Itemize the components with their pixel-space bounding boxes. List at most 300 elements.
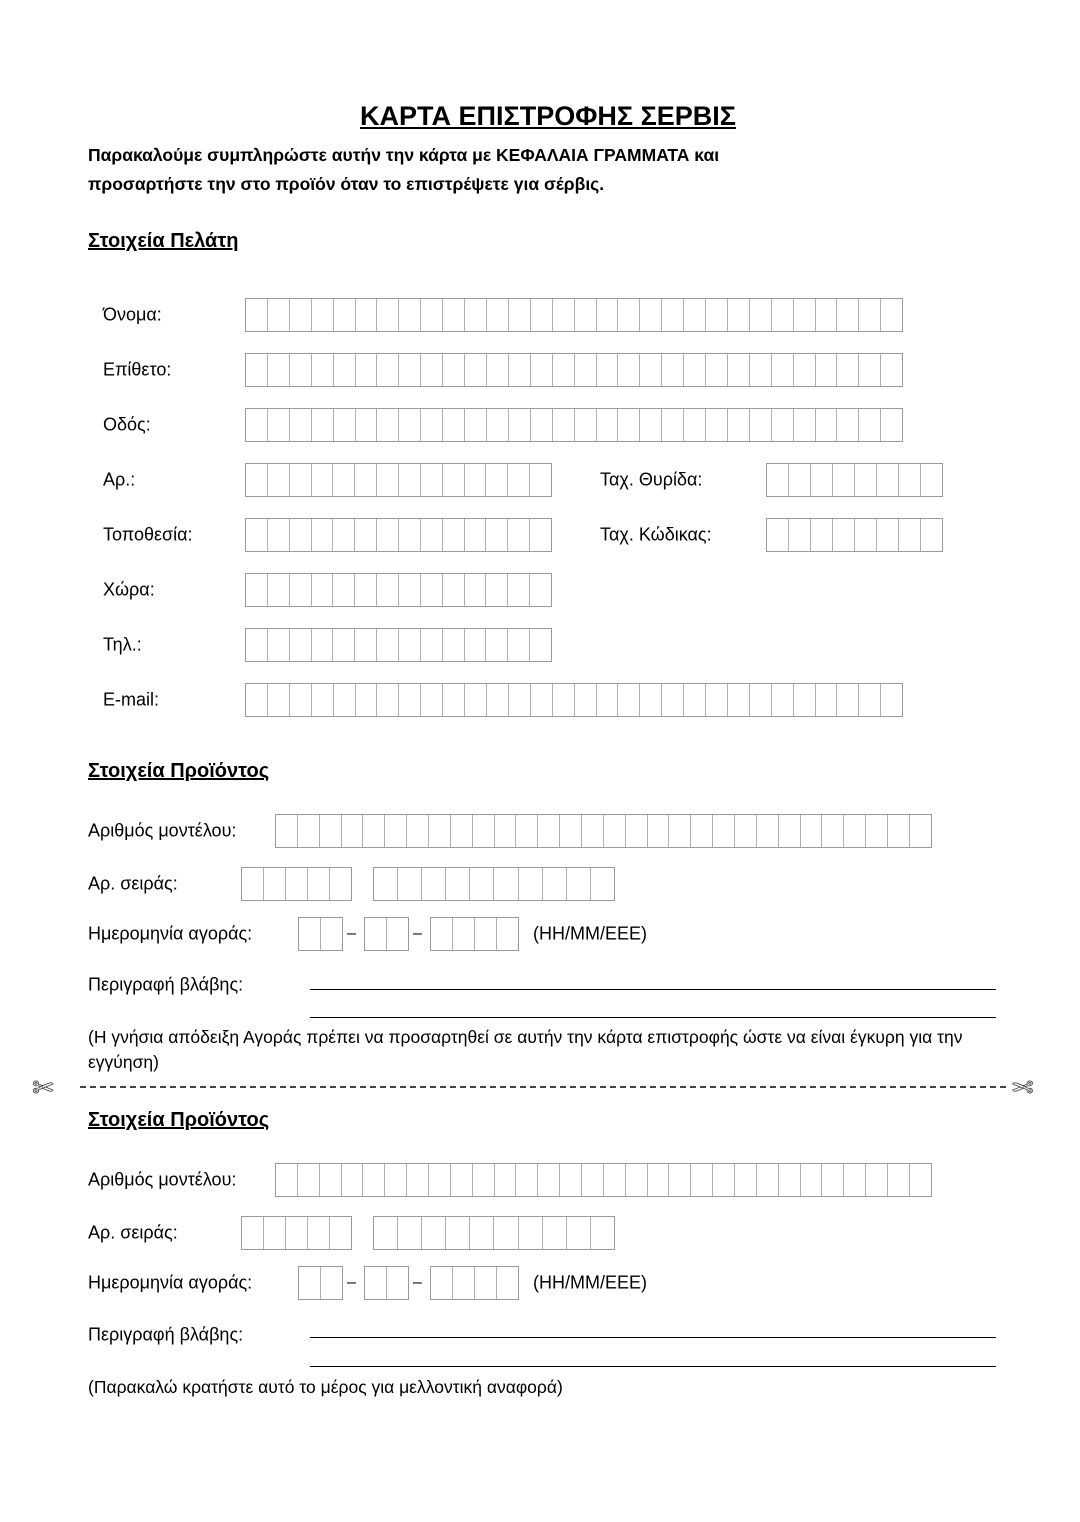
location-field[interactable] <box>245 518 552 552</box>
model-field[interactable] <box>275 814 932 848</box>
character-box[interactable] <box>497 918 518 950</box>
serial-field-part-1[interactable] <box>241 1216 352 1250</box>
character-box[interactable] <box>443 464 465 496</box>
character-box[interactable] <box>728 354 750 386</box>
character-box[interactable] <box>691 1164 713 1196</box>
character-box[interactable] <box>355 519 377 551</box>
character-box[interactable] <box>475 1267 497 1299</box>
character-box[interactable] <box>421 684 443 716</box>
character-box[interactable] <box>531 299 553 331</box>
character-box[interactable] <box>290 684 312 716</box>
fault-line-2[interactable] <box>310 1366 996 1367</box>
character-box[interactable] <box>298 815 320 847</box>
po-box-field[interactable] <box>766 463 943 497</box>
character-box[interactable] <box>246 409 268 441</box>
character-box[interactable] <box>486 629 508 661</box>
character-box[interactable] <box>816 354 838 386</box>
character-box[interactable] <box>276 815 298 847</box>
character-box[interactable] <box>794 409 816 441</box>
character-box[interactable] <box>691 815 713 847</box>
character-box[interactable] <box>333 574 355 606</box>
character-box[interactable] <box>706 299 728 331</box>
character-box[interactable] <box>779 1164 801 1196</box>
character-box[interactable] <box>497 1267 518 1299</box>
character-box[interactable] <box>794 684 816 716</box>
character-box[interactable] <box>833 519 855 551</box>
character-box[interactable] <box>321 918 342 950</box>
serial-field-part-1[interactable] <box>241 867 352 901</box>
character-box[interactable] <box>342 815 364 847</box>
character-box[interactable] <box>290 299 312 331</box>
character-box[interactable] <box>299 1267 321 1299</box>
character-box[interactable] <box>640 409 662 441</box>
character-box[interactable] <box>531 684 553 716</box>
character-box[interactable] <box>597 299 619 331</box>
character-box[interactable] <box>312 574 334 606</box>
character-box[interactable] <box>487 684 509 716</box>
character-box[interactable] <box>286 1217 308 1249</box>
character-box[interactable] <box>648 815 670 847</box>
purchase-month-field[interactable] <box>364 1266 409 1300</box>
purchase-day-field[interactable] <box>298 1266 343 1300</box>
character-box[interactable] <box>387 1267 408 1299</box>
character-box[interactable] <box>276 1164 298 1196</box>
character-box[interactable] <box>312 519 334 551</box>
character-box[interactable] <box>422 1217 446 1249</box>
character-box[interactable] <box>465 684 487 716</box>
character-box[interactable] <box>866 1164 888 1196</box>
character-box[interactable] <box>312 684 334 716</box>
character-box[interactable] <box>486 519 508 551</box>
fault-line-1[interactable] <box>310 1337 996 1338</box>
character-box[interactable] <box>757 1164 779 1196</box>
character-box[interactable] <box>508 574 530 606</box>
character-box[interactable] <box>421 299 443 331</box>
character-box[interactable] <box>443 629 465 661</box>
character-box[interactable] <box>246 574 268 606</box>
serial-field-part-2[interactable] <box>373 867 615 901</box>
character-box[interactable] <box>333 519 355 551</box>
character-box[interactable] <box>421 519 443 551</box>
character-box[interactable] <box>385 1164 407 1196</box>
model-field[interactable] <box>275 1163 932 1197</box>
character-box[interactable] <box>816 684 838 716</box>
character-box[interactable] <box>246 684 268 716</box>
character-box[interactable] <box>333 629 355 661</box>
character-box[interactable] <box>516 1164 538 1196</box>
character-box[interactable] <box>855 519 877 551</box>
character-box[interactable] <box>334 354 356 386</box>
character-box[interactable] <box>543 1217 567 1249</box>
character-box[interactable] <box>465 464 487 496</box>
character-box[interactable] <box>618 354 640 386</box>
character-box[interactable] <box>465 354 487 386</box>
character-box[interactable] <box>431 918 453 950</box>
character-box[interactable] <box>921 464 942 496</box>
character-box[interactable] <box>575 409 597 441</box>
character-box[interactable] <box>910 1164 931 1196</box>
serial-field-part-2[interactable] <box>373 1216 615 1250</box>
character-box[interactable] <box>453 918 475 950</box>
character-box[interactable] <box>290 464 312 496</box>
character-box[interactable] <box>465 299 487 331</box>
character-box[interactable] <box>921 519 942 551</box>
character-box[interactable] <box>794 299 816 331</box>
character-box[interactable] <box>268 409 290 441</box>
character-box[interactable] <box>365 1267 387 1299</box>
character-box[interactable] <box>486 464 508 496</box>
character-box[interactable] <box>312 629 334 661</box>
character-box[interactable] <box>465 409 487 441</box>
character-box[interactable] <box>308 1217 330 1249</box>
character-box[interactable] <box>333 464 355 496</box>
character-box[interactable] <box>772 684 794 716</box>
character-box[interactable] <box>779 815 801 847</box>
character-box[interactable] <box>377 574 399 606</box>
character-box[interactable] <box>374 868 398 900</box>
character-box[interactable] <box>453 1267 475 1299</box>
character-box[interactable] <box>421 354 443 386</box>
character-box[interactable] <box>881 684 902 716</box>
character-box[interactable] <box>750 684 772 716</box>
character-box[interactable] <box>553 299 575 331</box>
character-box[interactable] <box>684 409 706 441</box>
character-box[interactable] <box>582 815 604 847</box>
character-box[interactable] <box>246 464 268 496</box>
character-box[interactable] <box>772 299 794 331</box>
character-box[interactable] <box>398 1217 422 1249</box>
character-box[interactable] <box>516 815 538 847</box>
character-box[interactable] <box>268 629 290 661</box>
street-field[interactable] <box>245 408 903 442</box>
character-box[interactable] <box>308 868 330 900</box>
character-box[interactable] <box>465 519 487 551</box>
character-box[interactable] <box>286 868 308 900</box>
last-name-field[interactable] <box>245 353 903 387</box>
character-box[interactable] <box>399 464 421 496</box>
character-box[interactable] <box>582 1164 604 1196</box>
character-box[interactable] <box>290 574 312 606</box>
character-box[interactable] <box>530 519 551 551</box>
character-box[interactable] <box>399 409 421 441</box>
character-box[interactable] <box>591 1217 614 1249</box>
character-box[interactable] <box>669 1164 691 1196</box>
character-box[interactable] <box>487 299 509 331</box>
character-box[interactable] <box>321 1267 342 1299</box>
character-box[interactable] <box>446 1217 470 1249</box>
character-box[interactable] <box>446 868 470 900</box>
character-box[interactable] <box>398 868 422 900</box>
character-box[interactable] <box>859 684 881 716</box>
character-box[interactable] <box>604 815 626 847</box>
character-box[interactable] <box>662 299 684 331</box>
character-box[interactable] <box>399 684 421 716</box>
character-box[interactable] <box>494 868 518 900</box>
character-box[interactable] <box>399 354 421 386</box>
character-box[interactable] <box>822 815 844 847</box>
character-box[interactable] <box>801 815 823 847</box>
purchase-day-field[interactable] <box>298 917 343 951</box>
character-box[interactable] <box>618 409 640 441</box>
character-box[interactable] <box>597 684 619 716</box>
character-box[interactable] <box>837 684 859 716</box>
character-box[interactable] <box>859 354 881 386</box>
character-box[interactable] <box>811 464 833 496</box>
character-box[interactable] <box>757 815 779 847</box>
character-box[interactable] <box>377 409 399 441</box>
character-box[interactable] <box>567 1217 591 1249</box>
character-box[interactable] <box>290 519 312 551</box>
character-box[interactable] <box>877 519 899 551</box>
character-box[interactable] <box>837 409 859 441</box>
character-box[interactable] <box>662 354 684 386</box>
character-box[interactable] <box>330 1217 351 1249</box>
character-box[interactable] <box>859 409 881 441</box>
character-box[interactable] <box>767 519 789 551</box>
character-box[interactable] <box>816 409 838 441</box>
character-box[interactable] <box>268 464 290 496</box>
character-box[interactable] <box>560 815 582 847</box>
character-box[interactable] <box>299 918 321 950</box>
character-box[interactable] <box>640 299 662 331</box>
character-box[interactable] <box>530 464 551 496</box>
character-box[interactable] <box>363 815 385 847</box>
character-box[interactable] <box>465 629 487 661</box>
character-box[interactable] <box>881 354 902 386</box>
character-box[interactable] <box>591 868 614 900</box>
character-box[interactable] <box>487 409 509 441</box>
character-box[interactable] <box>246 299 268 331</box>
character-box[interactable] <box>363 1164 385 1196</box>
character-box[interactable] <box>789 464 811 496</box>
character-box[interactable] <box>320 1164 342 1196</box>
character-box[interactable] <box>399 299 421 331</box>
character-box[interactable] <box>355 629 377 661</box>
character-box[interactable] <box>443 574 465 606</box>
character-box[interactable] <box>575 354 597 386</box>
character-box[interactable] <box>811 519 833 551</box>
character-box[interactable] <box>475 918 497 950</box>
character-box[interactable] <box>567 868 591 900</box>
character-box[interactable] <box>429 1164 451 1196</box>
character-box[interactable] <box>509 684 531 716</box>
character-box[interactable] <box>604 1164 626 1196</box>
character-box[interactable] <box>246 629 268 661</box>
character-box[interactable] <box>881 299 902 331</box>
phone-field[interactable] <box>245 628 552 662</box>
character-box[interactable] <box>910 815 931 847</box>
character-box[interactable] <box>290 409 312 441</box>
character-box[interactable] <box>543 868 567 900</box>
character-box[interactable] <box>662 409 684 441</box>
character-box[interactable] <box>399 519 421 551</box>
number-field[interactable] <box>245 463 552 497</box>
character-box[interactable] <box>888 1164 910 1196</box>
character-box[interactable] <box>443 299 465 331</box>
character-box[interactable] <box>473 815 495 847</box>
character-box[interactable] <box>750 409 772 441</box>
character-box[interactable] <box>387 918 408 950</box>
character-box[interactable] <box>421 574 443 606</box>
character-box[interactable] <box>365 918 387 950</box>
character-box[interactable] <box>334 299 356 331</box>
fault-line-2[interactable] <box>310 1017 996 1018</box>
character-box[interactable] <box>290 629 312 661</box>
character-box[interactable] <box>431 1267 453 1299</box>
character-box[interactable] <box>866 815 888 847</box>
character-box[interactable] <box>421 629 443 661</box>
character-box[interactable] <box>640 354 662 386</box>
character-box[interactable] <box>377 684 399 716</box>
character-box[interactable] <box>356 409 378 441</box>
character-box[interactable] <box>735 1164 757 1196</box>
character-box[interactable] <box>728 299 750 331</box>
character-box[interactable] <box>684 299 706 331</box>
character-box[interactable] <box>268 574 290 606</box>
character-box[interactable] <box>298 1164 320 1196</box>
character-box[interactable] <box>508 464 530 496</box>
character-box[interactable] <box>706 409 728 441</box>
character-box[interactable] <box>399 629 421 661</box>
character-box[interactable] <box>706 684 728 716</box>
character-box[interactable] <box>531 409 553 441</box>
character-box[interactable] <box>355 464 377 496</box>
country-field[interactable] <box>245 573 552 607</box>
character-box[interactable] <box>575 299 597 331</box>
character-box[interactable] <box>772 409 794 441</box>
character-box[interactable] <box>356 354 378 386</box>
character-box[interactable] <box>794 354 816 386</box>
character-box[interactable] <box>377 519 399 551</box>
character-box[interactable] <box>899 519 921 551</box>
character-box[interactable] <box>509 409 531 441</box>
character-box[interactable] <box>377 629 399 661</box>
character-box[interactable] <box>888 815 910 847</box>
character-box[interactable] <box>530 629 551 661</box>
character-box[interactable] <box>385 815 407 847</box>
character-box[interactable] <box>377 354 399 386</box>
character-box[interactable] <box>772 354 794 386</box>
character-box[interactable] <box>899 464 921 496</box>
character-box[interactable] <box>881 409 902 441</box>
fault-line-1[interactable] <box>310 989 996 990</box>
character-box[interactable] <box>816 299 838 331</box>
character-box[interactable] <box>844 815 866 847</box>
character-box[interactable] <box>519 1217 543 1249</box>
character-box[interactable] <box>242 1217 264 1249</box>
character-box[interactable] <box>728 409 750 441</box>
character-box[interactable] <box>662 684 684 716</box>
character-box[interactable] <box>837 299 859 331</box>
character-box[interactable] <box>538 815 560 847</box>
character-box[interactable] <box>789 519 811 551</box>
character-box[interactable] <box>422 868 446 900</box>
character-box[interactable] <box>713 815 735 847</box>
character-box[interactable] <box>320 815 342 847</box>
character-box[interactable] <box>470 868 494 900</box>
character-box[interactable] <box>451 1164 473 1196</box>
character-box[interactable] <box>443 684 465 716</box>
character-box[interactable] <box>735 815 757 847</box>
character-box[interactable] <box>264 1217 286 1249</box>
character-box[interactable] <box>377 299 399 331</box>
character-box[interactable] <box>494 1217 518 1249</box>
first-name-field[interactable] <box>245 298 903 332</box>
character-box[interactable] <box>246 354 268 386</box>
character-box[interactable] <box>844 1164 866 1196</box>
character-box[interactable] <box>312 299 334 331</box>
character-box[interactable] <box>640 684 662 716</box>
character-box[interactable] <box>575 684 597 716</box>
purchase-year-field[interactable] <box>430 1266 519 1300</box>
character-box[interactable] <box>706 354 728 386</box>
postal-code-field[interactable] <box>766 518 943 552</box>
character-box[interactable] <box>597 354 619 386</box>
character-box[interactable] <box>822 1164 844 1196</box>
character-box[interactable] <box>509 299 531 331</box>
purchase-month-field[interactable] <box>364 917 409 951</box>
character-box[interactable] <box>837 354 859 386</box>
character-box[interactable] <box>407 815 429 847</box>
character-box[interactable] <box>312 464 334 496</box>
character-box[interactable] <box>597 409 619 441</box>
character-box[interactable] <box>330 868 351 900</box>
character-box[interactable] <box>618 684 640 716</box>
character-box[interactable] <box>443 519 465 551</box>
character-box[interactable] <box>684 684 706 716</box>
character-box[interactable] <box>684 354 706 386</box>
character-box[interactable] <box>553 409 575 441</box>
character-box[interactable] <box>626 1164 648 1196</box>
character-box[interactable] <box>443 354 465 386</box>
character-box[interactable] <box>290 354 312 386</box>
character-box[interactable] <box>473 1164 495 1196</box>
character-box[interactable] <box>530 574 551 606</box>
character-box[interactable] <box>470 1217 494 1249</box>
character-box[interactable] <box>801 1164 823 1196</box>
character-box[interactable] <box>495 1164 517 1196</box>
character-box[interactable] <box>877 464 899 496</box>
character-box[interactable] <box>399 574 421 606</box>
purchase-year-field[interactable] <box>430 917 519 951</box>
email-field[interactable] <box>245 683 903 717</box>
character-box[interactable] <box>509 354 531 386</box>
character-box[interactable] <box>268 299 290 331</box>
character-box[interactable] <box>356 684 378 716</box>
character-box[interactable] <box>553 354 575 386</box>
character-box[interactable] <box>312 354 334 386</box>
character-box[interactable] <box>519 868 543 900</box>
character-box[interactable] <box>429 815 451 847</box>
character-box[interactable] <box>264 868 286 900</box>
character-box[interactable] <box>855 464 877 496</box>
character-box[interactable] <box>508 519 530 551</box>
character-box[interactable] <box>531 354 553 386</box>
character-box[interactable] <box>833 464 855 496</box>
character-box[interactable] <box>451 815 473 847</box>
character-box[interactable] <box>767 464 789 496</box>
character-box[interactable] <box>750 354 772 386</box>
character-box[interactable] <box>312 409 334 441</box>
character-box[interactable] <box>669 815 691 847</box>
character-box[interactable] <box>508 629 530 661</box>
character-box[interactable] <box>626 815 648 847</box>
character-box[interactable] <box>374 1217 398 1249</box>
character-box[interactable] <box>728 684 750 716</box>
character-box[interactable] <box>421 409 443 441</box>
character-box[interactable] <box>859 299 881 331</box>
character-box[interactable] <box>242 868 264 900</box>
